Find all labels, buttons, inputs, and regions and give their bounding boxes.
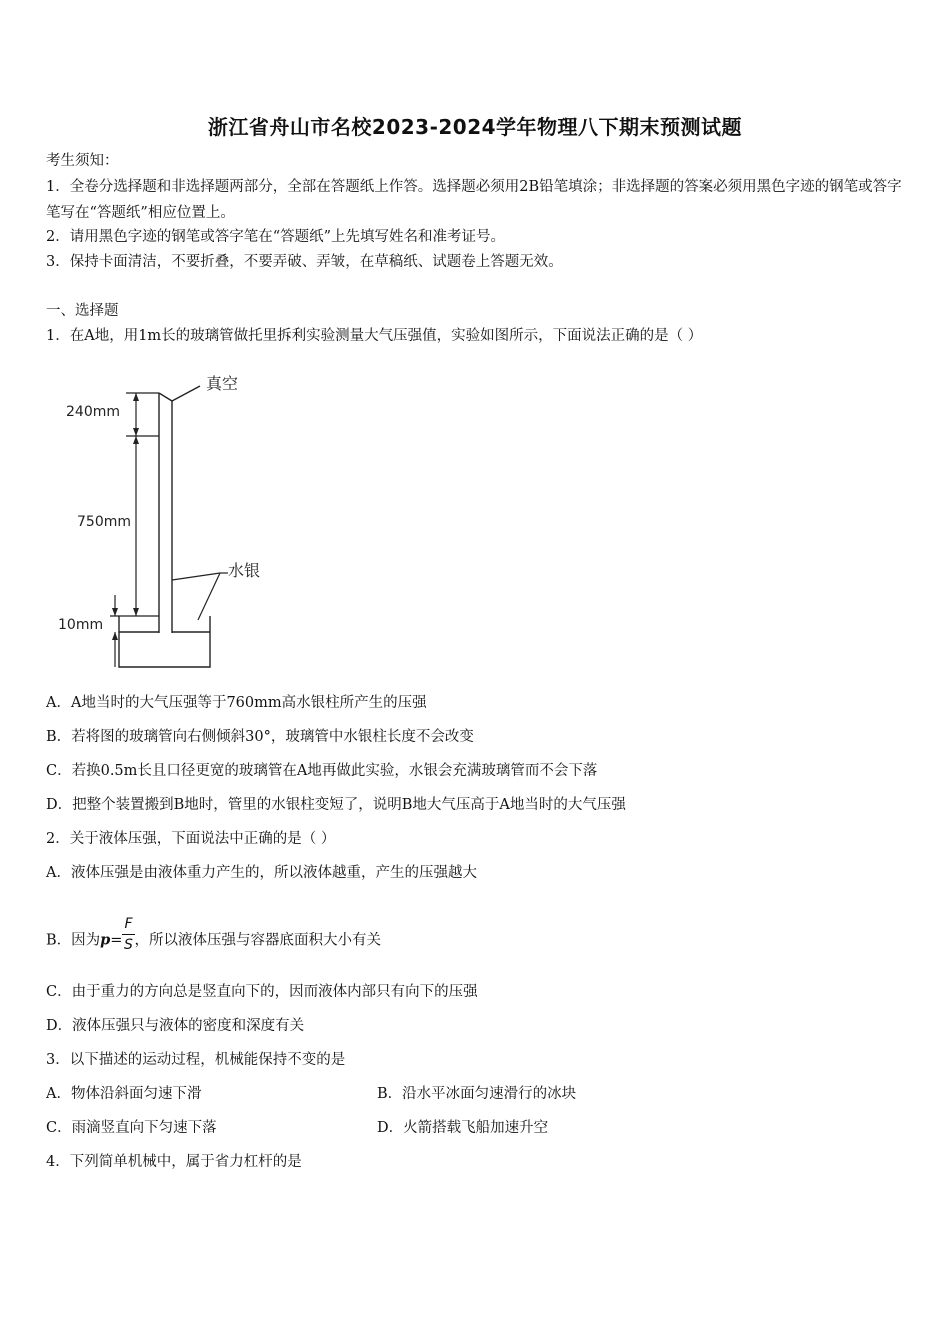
question-2-option-c: C．由于重力的方向总是竖直向下的，因而液体内部只有向下的压强 [46,984,478,1000]
question-2-option-b [46,916,382,961]
equals-sign: = [110,932,123,949]
dim-label-10: 10mm [58,617,104,633]
question-1-option-c: C．若换0.5m长且口径更宽的玻璃管在A地再做此实验，水银会充满玻璃管而不会下落 [46,763,598,779]
pressure-symbol: p [100,931,111,949]
section-title: 一、选择题 [46,303,119,319]
question-2-option-d: D．液体压强只与液体的密度和深度有关 [46,1018,305,1034]
question-3-option-b: B．沿水平冰面匀速滑行的冰块 [377,1086,577,1102]
mercury-label: 水银 [228,561,261,580]
notice-item-1: 1．全卷分选择题和非选择题两部分，全部在答题纸上作答。选择题必须用2B铅笔填涂；非选择题的答案必须用黑色字迹的钢笔或答字笔写在“答题纸”相应位置上。 [46,179,902,221]
question-2-stem: 2．关于液体压强，下面说法中正确的是（ ） [46,831,336,847]
fraction-f-over-s [122,914,134,955]
option-b-prefix: B．因为 [46,932,101,949]
mercury-dish [119,616,210,667]
notice-item-3: 3．保持卡面清洁，不要折叠，不要弄破、弄皱，在草稿纸、试题卷上答题无效。 [46,254,563,270]
dim-label-240: 240mm [66,404,120,420]
question-1-option-d: D．把整个装置搬到B地时，管里的水银柱变短了，说明B地大气压高于A地当时的大气压强 [46,797,626,813]
fraction-denominator: S [124,937,133,953]
question-3-option-c: C．雨滴竖直向下匀速下落 [46,1120,217,1136]
question-1-option-a: A．A地当时的大气压强等于760mm高水银柱所产生的压强 [46,695,427,711]
question-4-stem: 4．下列简单机械中，属于省力杠杆的是 [46,1154,302,1170]
dimension-lines [110,393,159,667]
mercury-leader-lines [172,573,228,620]
dim-label-750: 750mm [77,514,131,530]
page-title: 浙江省舟山市名校2023-2024学年物理八下期末预测试题 [207,115,743,139]
question-2-option-a: A．液体压强是由液体重力产生的，所以液体越重，产生的压强越大 [46,865,477,881]
question-3-stem: 3．以下描述的运动过程，机械能保持不变的是 [46,1052,346,1068]
question-3-option-a: A．物体沿斜面匀速下滑 [46,1086,202,1102]
glass-tube [159,386,200,633]
question-1-stem: 1．在A地，用1m长的玻璃管做托里拆利实验测量大气压强值，实验如图所示，下面说法正确的是（ ） [46,328,703,344]
option-b-suffix: ，所以液体压强与容器底面积大小有关 [134,932,382,949]
vacuum-label: 真空 [206,374,239,393]
question-3-option-d: D．火箭搭载飞船加速升空 [377,1120,549,1136]
notice-item-2: 2．请用黑色字迹的钢笔或答字笔在“答题纸”上先填写姓名和准考证号。 [46,229,506,245]
notice-heading: 考生须知： [46,153,119,169]
question-1-option-b: B．若将图的玻璃管向右侧倾斜30°，玻璃管中水银柱长度不会改变 [46,729,474,745]
torricelli-figure [50,370,290,675]
fraction-numerator: F [122,914,134,935]
